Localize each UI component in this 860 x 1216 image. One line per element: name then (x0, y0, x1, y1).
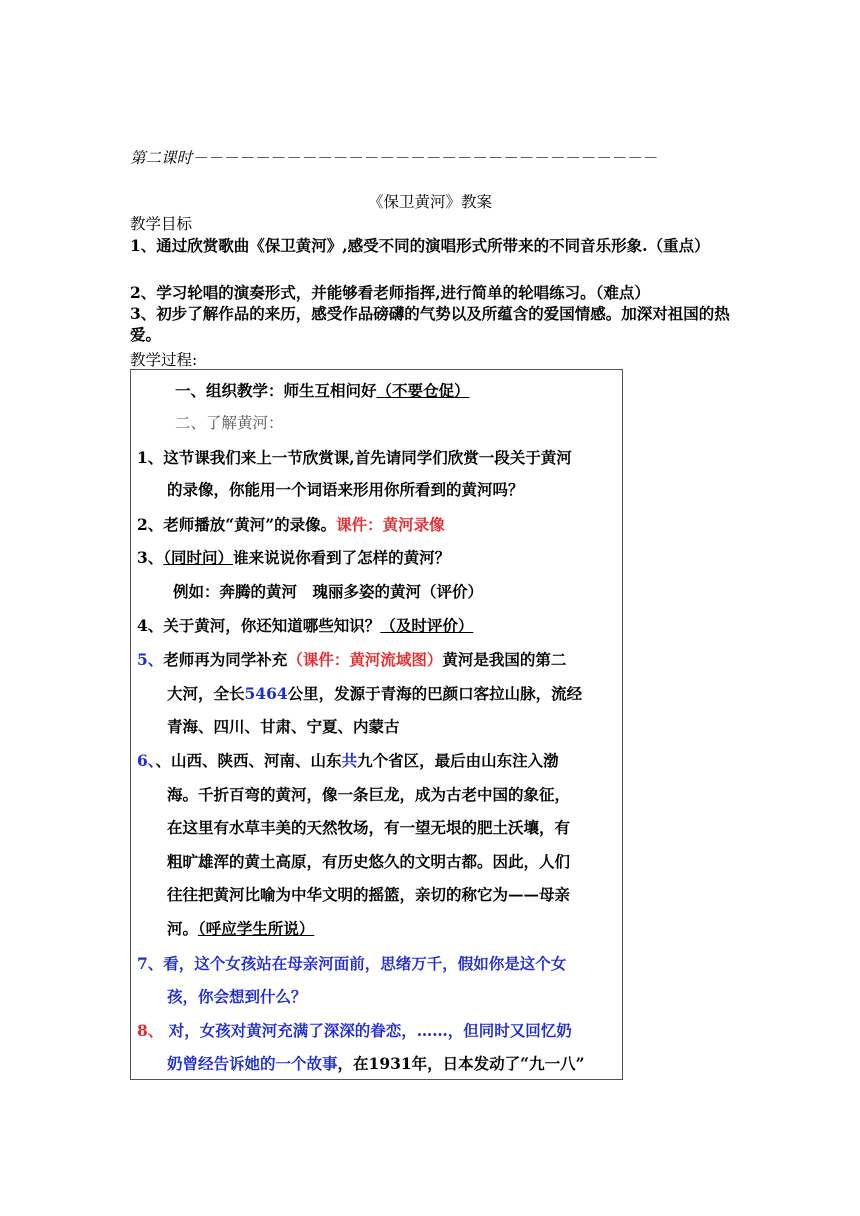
point-6-number: 6、 (137, 751, 156, 770)
point-4-text: 关于黄河，你还知道哪些知识？ (163, 616, 381, 635)
process-table (130, 369, 623, 1080)
point-7-number: 7、 (137, 954, 164, 973)
point-5 (137, 648, 566, 670)
goal-item-2: 2、学习轮唱的演奏形式，并能够看老师指挥,进行简单的轮唱练习。（难点） (130, 283, 650, 302)
point-6-line-6-a: 河。 (167, 919, 199, 938)
point-2 (137, 513, 445, 535)
point-6-note: （呼应学生所说） (198, 919, 315, 938)
point-8-year: 1931 (368, 1054, 412, 1073)
process-heading: 教学过程: (130, 351, 198, 369)
point-6-b: 九个省区，最后由山东注入渤 (357, 751, 559, 770)
point-7-line-2: 孩，你会想到什么？ (167, 987, 307, 1006)
point-5-line-2-a: 大河，全长 (167, 684, 245, 703)
point-7-line-1: 看，这个女孩站在母亲河面前，思绪万千，假如你是这个女 (163, 954, 567, 973)
step-one (175, 379, 470, 401)
point-6-line-3: 在这里有水草丰美的天然牧场，有一望无垠的肥土沃壤，有 (167, 818, 571, 837)
point-5-length: 5464 (244, 684, 288, 703)
point-8-line-2-blue: 奶曾经告诉她的一个故事 (167, 1054, 338, 1073)
point-5-rest: 黄河是我国的第二 (442, 650, 567, 669)
point-8-line-2 (167, 1052, 585, 1074)
goal-item-1: 1、通过欣赏歌曲《保卫黄河》,感受不同的演唱形式所带来的不同音乐形象.（重点） (130, 236, 710, 255)
point-1-number: 1、 (137, 448, 164, 467)
point-3-number: 3、 (137, 548, 164, 567)
point-6-line-6 (167, 917, 314, 939)
goals-heading: 教学目标 (130, 215, 193, 233)
point-5-number: 5、 (137, 650, 164, 669)
point-8-line-2-a: ，在 (337, 1054, 369, 1073)
point-6-blue: 共 (341, 751, 358, 770)
point-5-courseware: （课件：黄河流域图） (287, 650, 443, 669)
point-8 (137, 1019, 572, 1041)
point-4-note: （及时评价） (380, 616, 474, 635)
point-5-line-3: 青海、四川、甘肃、宁夏、内蒙古 (167, 717, 400, 736)
step-one-text: 一、组织教学：师生互相问好 (175, 381, 377, 400)
point-6-line-5: 往往把黄河比喻为中华文明的摇篮，亲切的称它为——母亲 (167, 885, 571, 904)
point-8-number: 8、 (137, 1021, 164, 1040)
lesson-header: 第二课时－－－－－－－－－－－－－－－－－－－－－－－－－－－－－－ (130, 149, 658, 167)
point-2-number: 2、 (137, 515, 164, 534)
point-1 (137, 446, 572, 468)
point-1-line-2: 的录像，你能用一个词语来形用你所看到的黄河吗？ (167, 480, 524, 499)
point-3-note: （同时问） (163, 548, 234, 567)
document-title: 《保卫黄河》教案 (367, 193, 492, 211)
point-4 (137, 614, 473, 636)
point-1-line-1: 这节课我们来上一节欣赏课,首先请同学们欣赏一段关于黄河 (163, 448, 572, 467)
step-two: 二、了解黄河： (175, 414, 284, 432)
point-5-line-2-b: 公里，发源于青海的巴颜口客拉山脉，流经 (287, 684, 583, 703)
point-8-line-1: 对，女孩对黄河充满了深深的眷恋，……，但同时又回忆奶 (168, 1021, 572, 1040)
point-5-text: 老师再为同学补充 (163, 650, 288, 669)
goal-item-3: 3、初步了解作品的来历，感受作品磅礴的气势以及所蕴含的爱国情感。加深对祖国的热爱。 (130, 304, 730, 344)
point-6 (137, 749, 559, 771)
point-3 (137, 546, 450, 568)
point-3-example: 例如：奔腾的黄河 瑰丽多姿的黄河（评价） (173, 582, 484, 601)
point-5-line-2 (167, 682, 582, 704)
point-7 (137, 952, 566, 974)
point-4-number: 4、 (137, 616, 164, 635)
step-one-note: （不要仓促） (376, 381, 470, 400)
point-3-text: 谁来说说你看到了怎样的黄河？ (233, 548, 451, 567)
point-2-text: 老师播放“黄河”的录像。 (163, 515, 337, 534)
point-2-courseware: 课件：黄河录像 (336, 515, 445, 534)
point-6-a: 、山西、陕西、河南、山东 (155, 751, 342, 770)
point-8-line-2-b: 年，日本发动了“九一八” (411, 1054, 585, 1073)
point-6-line-2: 海。千折百弯的黄河，像一条巨龙，成为古老中国的象征， (167, 785, 571, 804)
point-6-line-4: 粗旷雄浑的黄土高原，有历史悠久的文明古都。因此，人们 (167, 852, 571, 871)
